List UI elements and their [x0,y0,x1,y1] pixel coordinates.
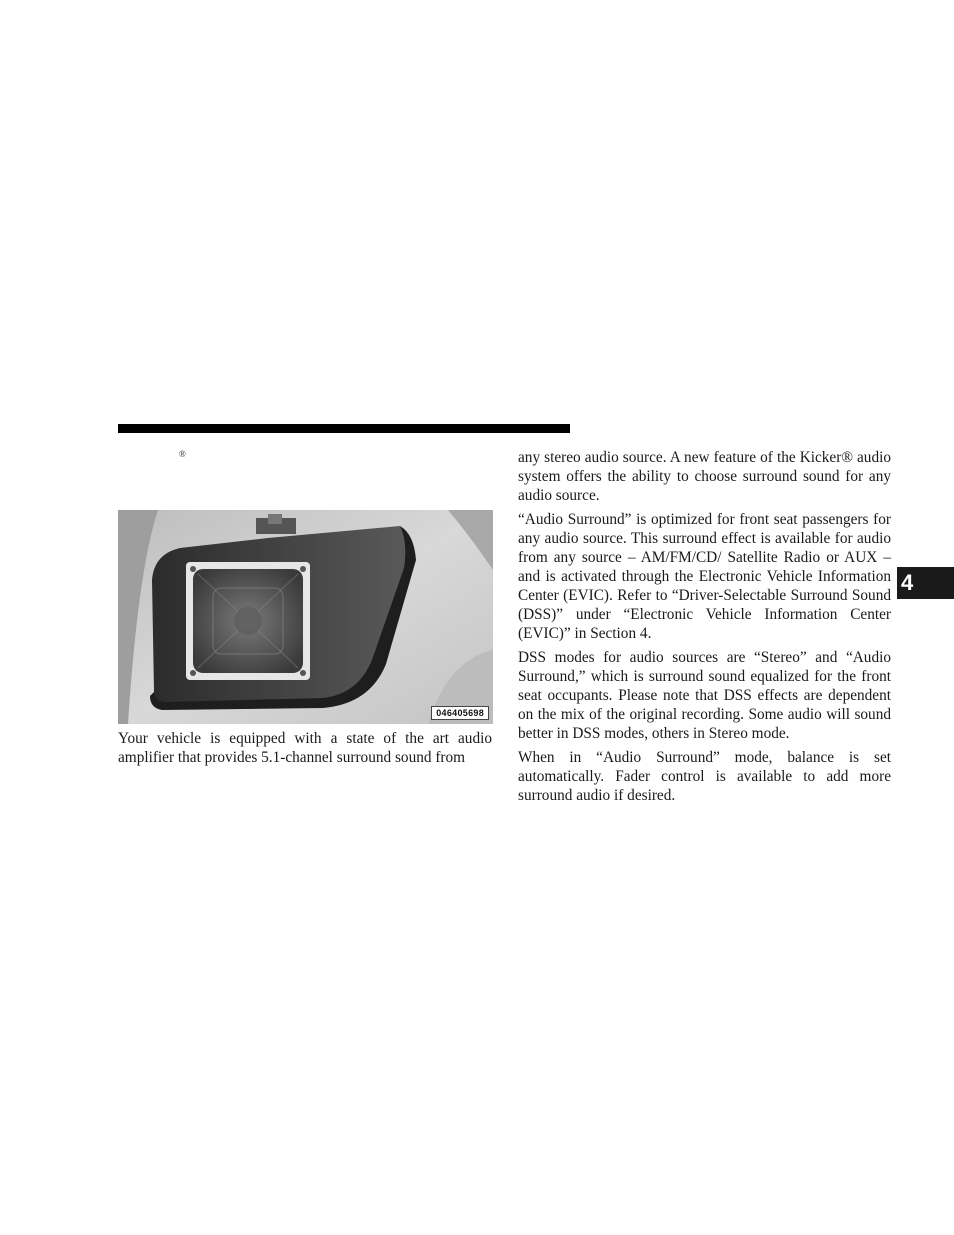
section-heading-rule [118,424,570,433]
body-paragraph: Your vehicle is equipped with a state of the art audio amplifier that provides 5.1-channel surround sound from [118,730,492,766]
registered-trademark-mark: ® [179,449,186,459]
subwoofer-illustration [118,510,493,724]
section-number-tab: 4 [897,567,954,599]
body-paragraph: any stereo audio source. A new feature of the Kicker® audio system offers the ability to choose surround sound for any audio source. [518,449,891,504]
subwoofer-photo [118,510,493,724]
figure-image-id: 046405698 [431,706,489,720]
body-paragraph: “Audio Surround” is optimized for front seat passengers for any audio source. This surround effect is available for audio from any source – AM/FM/CD/ Satellite Radio or AUX – and is activated through the Electronic Vehicle Information Center (EVIC). Refer to “Driver-Selectable Surround Sound (DSS)” under “Electronic Vehicle Information Center (EVIC)” in Section 4. [518,511,891,642]
left-text-column [118,729,492,772]
body-paragraph: DSS modes for audio sources are “Stereo” and “Audio Surround,” which is surround sound equalized for the front seat occupants. Please note that DSS effects are dependent on the mix of the original recording. Some audio will sound better in DSS modes, others in Stereo mode. [518,649,891,742]
right-text-column [518,448,891,810]
body-paragraph: When in “Audio Surround” mode, balance is set automatically. Fader control is available to add more surround audio if desired. [518,749,891,804]
